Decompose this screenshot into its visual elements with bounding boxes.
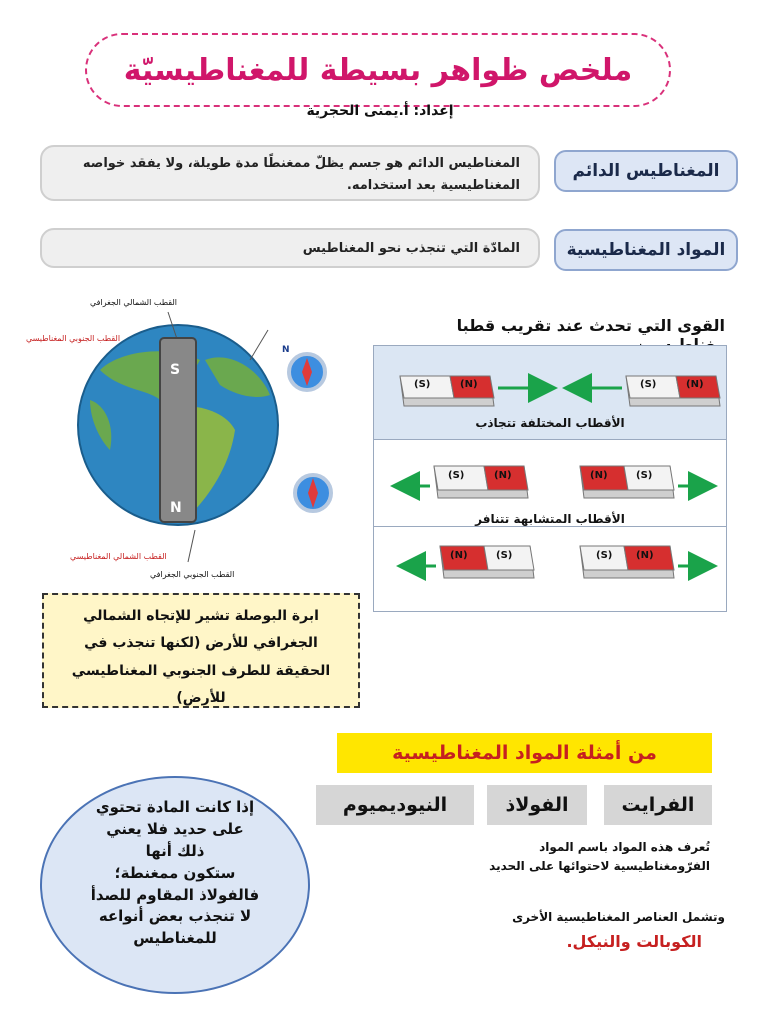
author-line: إعداد: أ.يمنى الحجرية xyxy=(306,103,454,119)
label-geographic-north: القطب الشمالي الجغرافي xyxy=(90,298,177,307)
term-magnetic-materials: المواد المغناطيسية xyxy=(554,229,738,271)
material-ferrite: الفرايت xyxy=(604,785,712,825)
pole-label-s: (S) xyxy=(448,470,465,481)
caption-repulsion: الأقطاب المتشابهة تتنافر xyxy=(475,512,625,526)
definition-magnetic-materials: المادّة التي تنجذب نحو المغناطيس xyxy=(40,228,540,268)
iron-note-line: لا تنجذب بعض أنواعه xyxy=(98,907,252,926)
iron-note-line: للمغناطيس xyxy=(133,929,217,948)
other-elements: الكوبالت والنيكل. xyxy=(566,932,702,951)
pole-label-n: (N) xyxy=(636,550,654,561)
pole-label-n: (N) xyxy=(686,379,704,390)
iron-note-line: على حديد فلا يعني xyxy=(106,819,244,838)
pole-label-s: (S) xyxy=(636,470,653,481)
magnet-s-label: S xyxy=(170,362,181,378)
other-elements-line: وتشمل العناصر المغناطيسية الأخرى xyxy=(512,910,725,924)
compass-note: ابرة البوصلة تشير للإتجاه الشمالي الجغرافي للأرض (لكنها تنجذب في الحقيقة للطرف الجنوبي المغناطيسي للأرض) xyxy=(42,593,360,708)
material-steel: الفولاذ xyxy=(487,785,587,825)
pole-label-s: (S) xyxy=(414,379,431,390)
material-neodymium: النيوديميوم xyxy=(316,785,474,825)
iron-note-line: ذلك أنها xyxy=(145,841,205,860)
pole-label-s: (S) xyxy=(596,550,613,561)
forces-title: القوى التي تحدث عند تقريب قطبا xyxy=(456,316,725,335)
title-banner xyxy=(85,33,671,107)
pole-label-n: (N) xyxy=(450,550,468,561)
ferromagnetic-line-2: الفرّومغناطيسية لاحتوائها على الحديد xyxy=(489,859,710,873)
compass-n-label: N xyxy=(282,345,290,355)
earth-magnet-illustration xyxy=(20,290,360,590)
examples-title: من أمثلة المواد المغناطيسية xyxy=(337,733,712,773)
page-title: ملخص ظواهر بسيطة للمغناطيسيّة xyxy=(123,52,633,88)
iron-note-text xyxy=(40,797,310,950)
pole-label-s: (S) xyxy=(496,550,513,561)
iron-note-line: ستكون ممغنطة؛ xyxy=(114,863,236,882)
iron-note-line: فالفولاذ المقاوم للصدأ xyxy=(90,885,260,904)
label-geographic-south: القطب الجنوبي الجغرافي xyxy=(150,570,235,579)
magnet-forces-diagram xyxy=(373,345,727,612)
pole-label-n: (N) xyxy=(460,379,478,390)
label-magnetic-north: القطب الشمالي المغناطيسي xyxy=(70,552,167,561)
label-magnetic-south: القطب الجنوبي المغناطيسي xyxy=(26,334,121,343)
definition-permanent-magnet: المغناطيس الدائم هو جسم يظلّ ممغنطًا مدة طويلة، ولا يفقد خواصه المغناطيسية بعد استخدامه. xyxy=(40,145,540,201)
ferromagnetic-line-1: تُعرف هذه المواد باسم المواد xyxy=(539,840,710,854)
pole-label-s: (S) xyxy=(640,379,657,390)
iron-note-line: إذا كانت المادة تحتوي xyxy=(95,798,255,816)
caption-attraction: الأقطاب المختلفة تتجاذب xyxy=(475,416,625,430)
term-permanent-magnet: المغناطيس الدائم xyxy=(554,150,738,192)
pole-label-n: (N) xyxy=(590,470,608,481)
pole-label-n: (N) xyxy=(494,470,512,481)
magnet-n-label: N xyxy=(170,500,182,516)
bar-magnet xyxy=(580,546,674,578)
